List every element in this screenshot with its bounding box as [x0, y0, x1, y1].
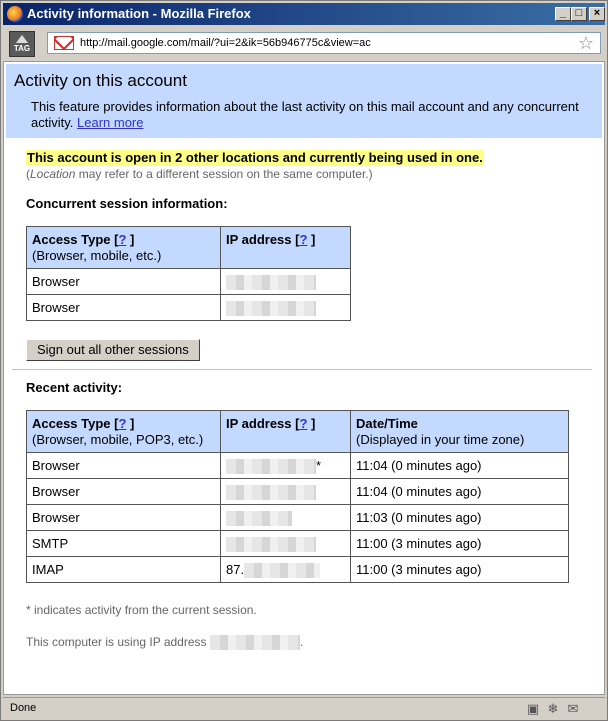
sign-out-all-sessions-button[interactable]: Sign out all other sessions [26, 339, 200, 361]
current-session-footnote: * indicates activity from the current session. [26, 603, 257, 617]
table-row [27, 505, 569, 531]
current-ip-footnote: This computer is using IP address . [26, 635, 304, 649]
column-ip-address: IP address [? ] [221, 411, 351, 453]
redacted-ip [226, 275, 316, 290]
column-ip-address: IP address [? ] [221, 227, 351, 269]
access-type-cell: Browser [27, 295, 221, 321]
redacted-ip [226, 301, 316, 316]
redacted-ip [226, 459, 316, 474]
redacted-ip [244, 563, 320, 578]
window-icon[interactable]: ▣ [526, 701, 540, 716]
datetime-cell: 11:00 (3 minutes ago) [351, 557, 569, 583]
ip-cell [221, 295, 351, 321]
access-type-cell: Browser [27, 479, 221, 505]
table-row [27, 557, 569, 583]
status-bar [3, 697, 605, 719]
ip-cell [221, 269, 351, 295]
redacted-ip [210, 635, 300, 650]
url-text[interactable]: http://mail.google.com/mail/?ui=2&ik=56b946775c&view=ac [80, 37, 371, 49]
recent-section-title: Recent activity: [26, 380, 123, 395]
header-box [6, 64, 602, 138]
location-word: Location [30, 167, 76, 181]
url-field[interactable] [47, 32, 601, 54]
learn-more-link[interactable]: Learn more [77, 115, 144, 130]
section-divider [12, 369, 592, 370]
gmail-icon [54, 36, 74, 50]
close-button[interactable]: × [589, 7, 605, 21]
table-row [27, 531, 569, 557]
status-text: Done [10, 702, 37, 714]
column-access-type: Access Type [? ] (Browser, mobile, POP3, etc.) [27, 411, 221, 453]
access-type-help-link[interactable]: ? [118, 232, 127, 247]
table-header-row [27, 227, 351, 269]
ip-cell [221, 453, 351, 479]
maximize-button[interactable]: □ [571, 7, 587, 21]
ip-cell [221, 505, 351, 531]
mail-icon[interactable]: ✉ [567, 701, 579, 716]
access-type-cell: IMAP [27, 557, 221, 583]
access-type-cell: Browser [27, 453, 221, 479]
page-content [3, 61, 605, 695]
access-type-cell: Browser [27, 269, 221, 295]
address-bar [3, 27, 605, 59]
table-row [27, 479, 569, 505]
ip-cell [221, 479, 351, 505]
warning-message: This account is open in 2 other locations and currently being used in one. [27, 150, 483, 165]
table-row [27, 269, 351, 295]
window-title: Activity information - Mozilla Firefox [27, 6, 251, 21]
datetime-cell: 11:04 (0 minutes ago) [351, 479, 569, 505]
redacted-ip [226, 537, 316, 552]
concurrent-section-title: Concurrent session information: [26, 196, 228, 211]
ip-cell: 87. [221, 557, 351, 583]
table-header-row [27, 411, 569, 453]
location-note: (Location may refer to a different session on the same computer.) [26, 167, 373, 181]
table-row [27, 295, 351, 321]
access-type-cell: Browser [27, 505, 221, 531]
concurrent-sessions-table [26, 226, 351, 321]
datetime-cell: 11:04 (0 minutes ago) [351, 453, 569, 479]
tag-icon[interactable]: TAG [9, 31, 35, 57]
column-access-type: Access Type [? ] (Browser, mobile, etc.) [27, 227, 221, 269]
title-bar [3, 3, 605, 25]
bookmark-star-icon[interactable]: ☆ [577, 33, 594, 53]
datetime-cell: 11:00 (3 minutes ago) [351, 531, 569, 557]
intro-description: This feature provides information about the last activity on this mail account and any concurrent activity. [31, 99, 579, 130]
snowflake-icon[interactable]: ❄ [547, 701, 559, 716]
minimize-button[interactable]: _ [555, 7, 571, 21]
recent-activity-table [26, 410, 569, 583]
firefox-icon [7, 6, 23, 22]
ip-help-link[interactable]: ? [299, 232, 308, 247]
table-row [27, 453, 569, 479]
ip-help-link[interactable]: ? [299, 416, 308, 431]
access-type-help-link[interactable]: ? [118, 416, 127, 431]
access-type-cell: SMTP [27, 531, 221, 557]
intro-text [31, 99, 591, 131]
column-date-time: Date/Time (Displayed in your time zone) [351, 411, 569, 453]
page-title: Activity on this account [14, 71, 187, 90]
current-session-marker: * [316, 458, 322, 473]
redacted-ip [226, 511, 292, 526]
ip-cell [221, 531, 351, 557]
redacted-ip [226, 485, 316, 500]
datetime-cell: 11:03 (0 minutes ago) [351, 505, 569, 531]
